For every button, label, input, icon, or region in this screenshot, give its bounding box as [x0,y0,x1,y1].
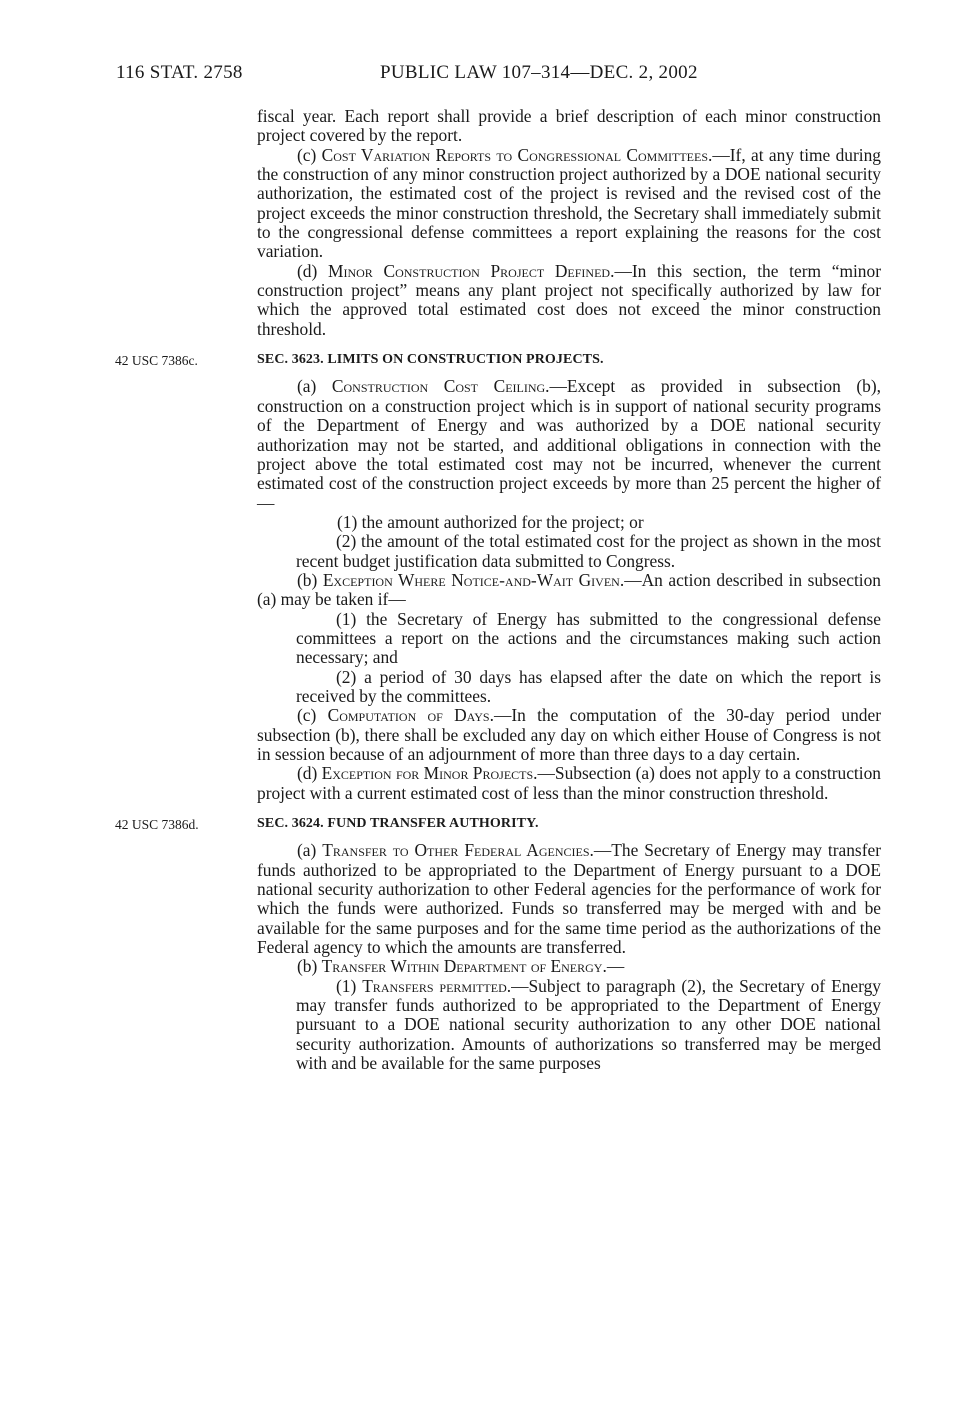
subsection-title: Exception for Minor Projects. [321,763,538,784]
subsection-title: Transfer Within Department of Energy. [321,956,607,977]
section-heading-3623: 42 USC 7386c. SEC. 3623. LIMITS ON CONSTRUCTION PROJECTS. [257,350,881,369]
paragraph-b1: (1) the Secretary of Energy has submitted to the congressional defense committees a report on the actions and the circumstances making such action necessary; and [296,608,881,668]
subsection-a-transfer-other-agencies: (a) Transfer to Other Federal Agencies.—The Secretary of Energy may transfer funds authorized to be appropriated to the Department of Energy pursuant to a DOE national security authorization to other Federal agencies for the performance of work for which the funds were authorized. Funds so transferred may be merged with and be available for the same purposes and for the same time period as the authorizations of the Federal agency to which the amounts are transferred. [257,840,882,958]
page-header [116,62,884,88]
subsection-title: Minor Construction Project Defined. [328,260,615,281]
margin-note-usc: 42 USC 7386d. [115,817,199,833]
paragraph-b1-transfers-permitted: (1) Transfers permitted.—Subject to paragraph (2), the Secretary of Energy may transfer funds authorized to be appropriated to the Department of Energy pursuant to a DOE national security authorization to any other DOE national security authorization. Amounts of authorizations so transferred may be merged with and be available for the same purposes [296,975,881,1074]
margin-note-usc: 42 USC 7386c. [115,353,198,369]
public-law-citation: PUBLIC LAW 107–314—DEC. 2, 2002 [380,62,698,83]
section-heading-3624: 42 USC 7386d. SEC. 3624. FUND TRANSFER AUTHORITY. [257,814,881,833]
paragraph-a1: (1) the amount authorized for the project; or [337,511,644,532]
paragraph-title: Transfers permitted. [362,975,512,996]
paragraph-a2: (2) the amount of the total estimated cost for the project as shown in the most recent budget justification data submitted to Congress. [296,531,881,571]
subsection-d-minor-construction-defined: (d) Minor Construction Project Defined.—In this section, the term “minor construction project” means any plant project not specifically authorized by law for which the approved total estimated cost does not exceed the minor construction threshold. [257,260,881,339]
subsection-title: Transfer to Other Federal Agencies. [322,840,594,861]
subsection-title: Construction Cost Ceiling. [331,376,550,397]
subsection-c-cost-variation: (c) Cost Variation Reports to Congressional Committees.—If, at any time during the construction of any minor construction project authorized by a DOE national security authorization, the estimated cost of the project is revised and the revised cost of the project exceeds the minor construction threshold, the Secretary shall immediately submit to the congressional defense committees a report explaining the reasons for the cost variation. [257,144,882,262]
subsection-b-exception-notice-wait: (b) Exception Where Notice-and-Wait Given.—An action described in subsection (a) may be taken if— [257,569,881,610]
document-body [115,106,882,1074]
subsection-c-computation-of-days: (c) Computation of Days.—In the computation of the 30-day period under subsection (b), there shall be excluded any day on which either House of Congress is not in session because of an adjournment of more than three days to a day certain. [257,705,882,764]
subsection-b-transfer-within-doe: (b) Transfer Within Department of Energy.— [297,956,625,977]
statute-page-number: 116 STAT. 2758 [116,62,243,83]
subsection-a-construction-cost-ceiling: (a) Construction Cost Ceiling.—Except as provided in subsection (b), construction on a construction project which is in support of national security programs of the Department of Energy and was authorized by a DOE national security authorization may not be started, and additional obligations in connection with the project above the total estimated cost may not be incurred, whenever the current estimated cost of the construction project exceeds by more than 25 percent the higher of— [257,376,881,513]
subsection-d-exception-minor-projects: (d) Exception for Minor Projects.—Subsection (a) does not apply to a construction project with a current estimated cost of less than the minor construction threshold. [257,763,881,803]
subsection-title: Computation of Days. [327,705,494,726]
subsection-title: Cost Variation Reports to Congressional Committees. [321,144,713,165]
paragraph-b2: (2) a period of 30 days has elapsed after the date on which the report is received by the committees. [296,666,881,706]
paragraph-continuation: fiscal year. Each report shall provide a brief description of each minor construction project covered by the report. [257,106,881,146]
subsection-title: Exception Where Notice-and-Wait Given. [322,569,625,590]
